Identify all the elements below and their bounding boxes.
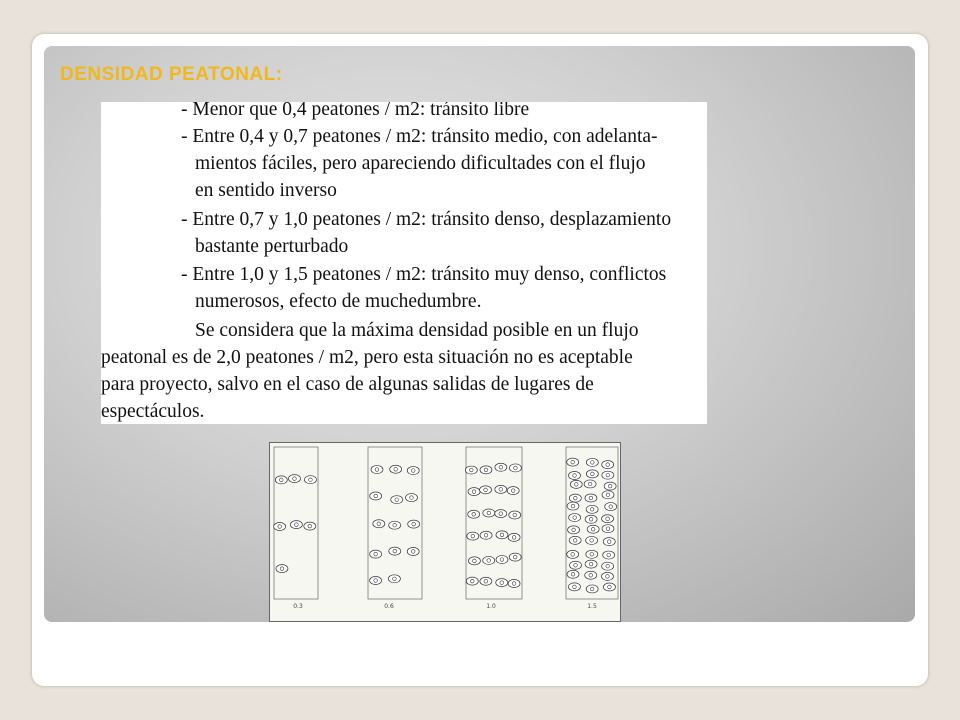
pedestrian-icon	[586, 470, 598, 478]
pedestrian-icon	[604, 482, 616, 490]
text-line: - Entre 0,7 y 1,0 peatones / m2: tránsito denso, desplazamiento	[181, 209, 672, 230]
pedestrian-icon	[275, 476, 287, 484]
text-line: Se considera que la máxima densidad posible en un flujo	[195, 320, 639, 341]
pedestrian-icon	[288, 475, 300, 483]
pedestrian-icon	[480, 466, 492, 474]
pedestrian-icon	[276, 565, 288, 573]
pedestrian-icon	[274, 523, 286, 531]
pedestrian-icon	[586, 505, 598, 513]
pedestrian-icon	[496, 531, 508, 539]
pedestrian-icon	[509, 553, 521, 561]
pedestrian-icon	[569, 514, 581, 522]
pedestrian-icon	[483, 556, 495, 564]
slide-title: DENSIDAD PEATONAL:	[60, 64, 283, 85]
pedestrian-icon	[586, 458, 598, 466]
pedestrian-icon	[468, 557, 480, 565]
density-label: 0.6	[384, 603, 394, 610]
pedestrian-icon	[507, 487, 519, 495]
pedestrian-icon	[567, 570, 579, 578]
pedestrian-icon	[586, 536, 598, 544]
pedestrian-icon	[405, 494, 417, 502]
pedestrian-icon	[585, 515, 597, 523]
pedestrian-icon	[508, 533, 520, 541]
pedestrian-icon	[569, 494, 581, 502]
pedestrian-icon	[567, 502, 579, 510]
pedestrian-icon	[480, 486, 492, 494]
pedestrian-icon	[567, 550, 579, 558]
pedestrian-icon	[509, 464, 521, 472]
pedestrian-icon	[370, 576, 382, 584]
pedestrian-icon	[468, 510, 480, 518]
pedestrian-icon	[407, 467, 419, 475]
pedestrian-icon	[586, 550, 598, 558]
pedestrian-icon	[602, 491, 614, 499]
pedestrian-icon	[509, 511, 521, 519]
pedestrian-icon	[568, 471, 580, 479]
slide-panel	[44, 46, 915, 622]
pedestrian-icon	[587, 525, 599, 533]
text-line: en sentido inverso	[195, 180, 337, 201]
pedestrian-icon	[465, 466, 477, 474]
pedestrian-icon	[407, 548, 419, 556]
pedestrian-icon	[304, 476, 316, 484]
pedestrian-icon	[466, 577, 478, 585]
pedestrian-icon	[585, 494, 597, 502]
pedestrian-icon	[496, 579, 508, 587]
pedestrian-icon	[391, 496, 403, 504]
pedestrian-icon	[388, 575, 400, 583]
density-label: 0.3	[293, 603, 303, 610]
pedestrian-icon	[601, 572, 613, 580]
pedestrian-icon	[304, 522, 316, 530]
pedestrian-icon	[568, 583, 580, 591]
pedestrian-icon	[390, 465, 402, 473]
pedestrian-icon	[602, 471, 614, 479]
pedestrian-density-figure	[269, 442, 621, 622]
pedestrian-icon	[605, 503, 617, 511]
pedestrian-icon	[483, 509, 495, 517]
pedestrian-icon	[603, 583, 615, 591]
text-line: numerosos, efecto de muchedumbre.	[195, 291, 482, 312]
pedestrian-icon	[570, 480, 582, 488]
pedestrian-icon	[567, 458, 579, 466]
text-line: mientos fáciles, pero apareciendo dificultades con el flujo	[195, 153, 646, 174]
pedestrian-icon	[585, 560, 597, 568]
pedestrian-icon	[570, 561, 582, 569]
pedestrian-icon	[603, 538, 615, 546]
text-line: espectáculos.	[101, 401, 205, 422]
pedestrian-icon	[468, 488, 480, 496]
pedestrian-icon	[602, 525, 614, 533]
pedestrian-icon	[602, 515, 614, 523]
pedestrian-icon	[480, 531, 492, 539]
pedestrian-icon	[603, 551, 615, 559]
pedestrian-icon	[602, 461, 614, 469]
pedestrian-icon	[373, 520, 385, 528]
pedestrian-icon	[496, 556, 508, 564]
pedestrian-icon	[584, 480, 596, 488]
pedestrian-icon	[371, 466, 383, 474]
pedestrian-icon	[495, 463, 507, 471]
density-label: 1.5	[587, 603, 597, 610]
pedestrian-icon	[508, 579, 520, 587]
pedestrian-icon	[370, 550, 382, 558]
text-line: peatonal es de 2,0 peatones / m2, pero esta situación no es aceptable	[101, 347, 633, 368]
text-line: - Entre 1,0 y 1,5 peatones / m2: tránsito muy denso, conflictos	[181, 264, 667, 285]
pedestrian-icon	[568, 526, 580, 534]
pedestrian-icon	[480, 577, 492, 585]
density-text-image	[101, 102, 707, 424]
pedestrian-icon	[585, 571, 597, 579]
density-label: 1.0	[486, 603, 496, 610]
text-line: bastante perturbado	[195, 236, 349, 257]
pedestrian-icon	[569, 536, 581, 544]
pedestrian-icon	[495, 485, 507, 493]
pedestrian-icon	[290, 521, 302, 529]
text-line: para proyecto, salvo en el caso de algunas salidas de lugares de	[101, 374, 594, 395]
text-line: - Entre 0,4 y 0,7 peatones / m2: tránsito medio, con adelanta-	[181, 126, 658, 147]
text-line: - Menor que 0,4 peatones / m2: tránsito libre	[181, 102, 530, 120]
pedestrian-icon	[495, 510, 507, 518]
pedestrian-icon	[370, 492, 382, 500]
pedestrian-icon	[408, 520, 420, 528]
pedestrian-icon	[586, 585, 598, 593]
pedestrian-icon	[602, 562, 614, 570]
pedestrian-density-illustration	[270, 443, 620, 621]
pedestrian-icon	[389, 547, 401, 555]
pedestrian-icon	[389, 521, 401, 529]
pedestrian-icon	[467, 532, 479, 540]
